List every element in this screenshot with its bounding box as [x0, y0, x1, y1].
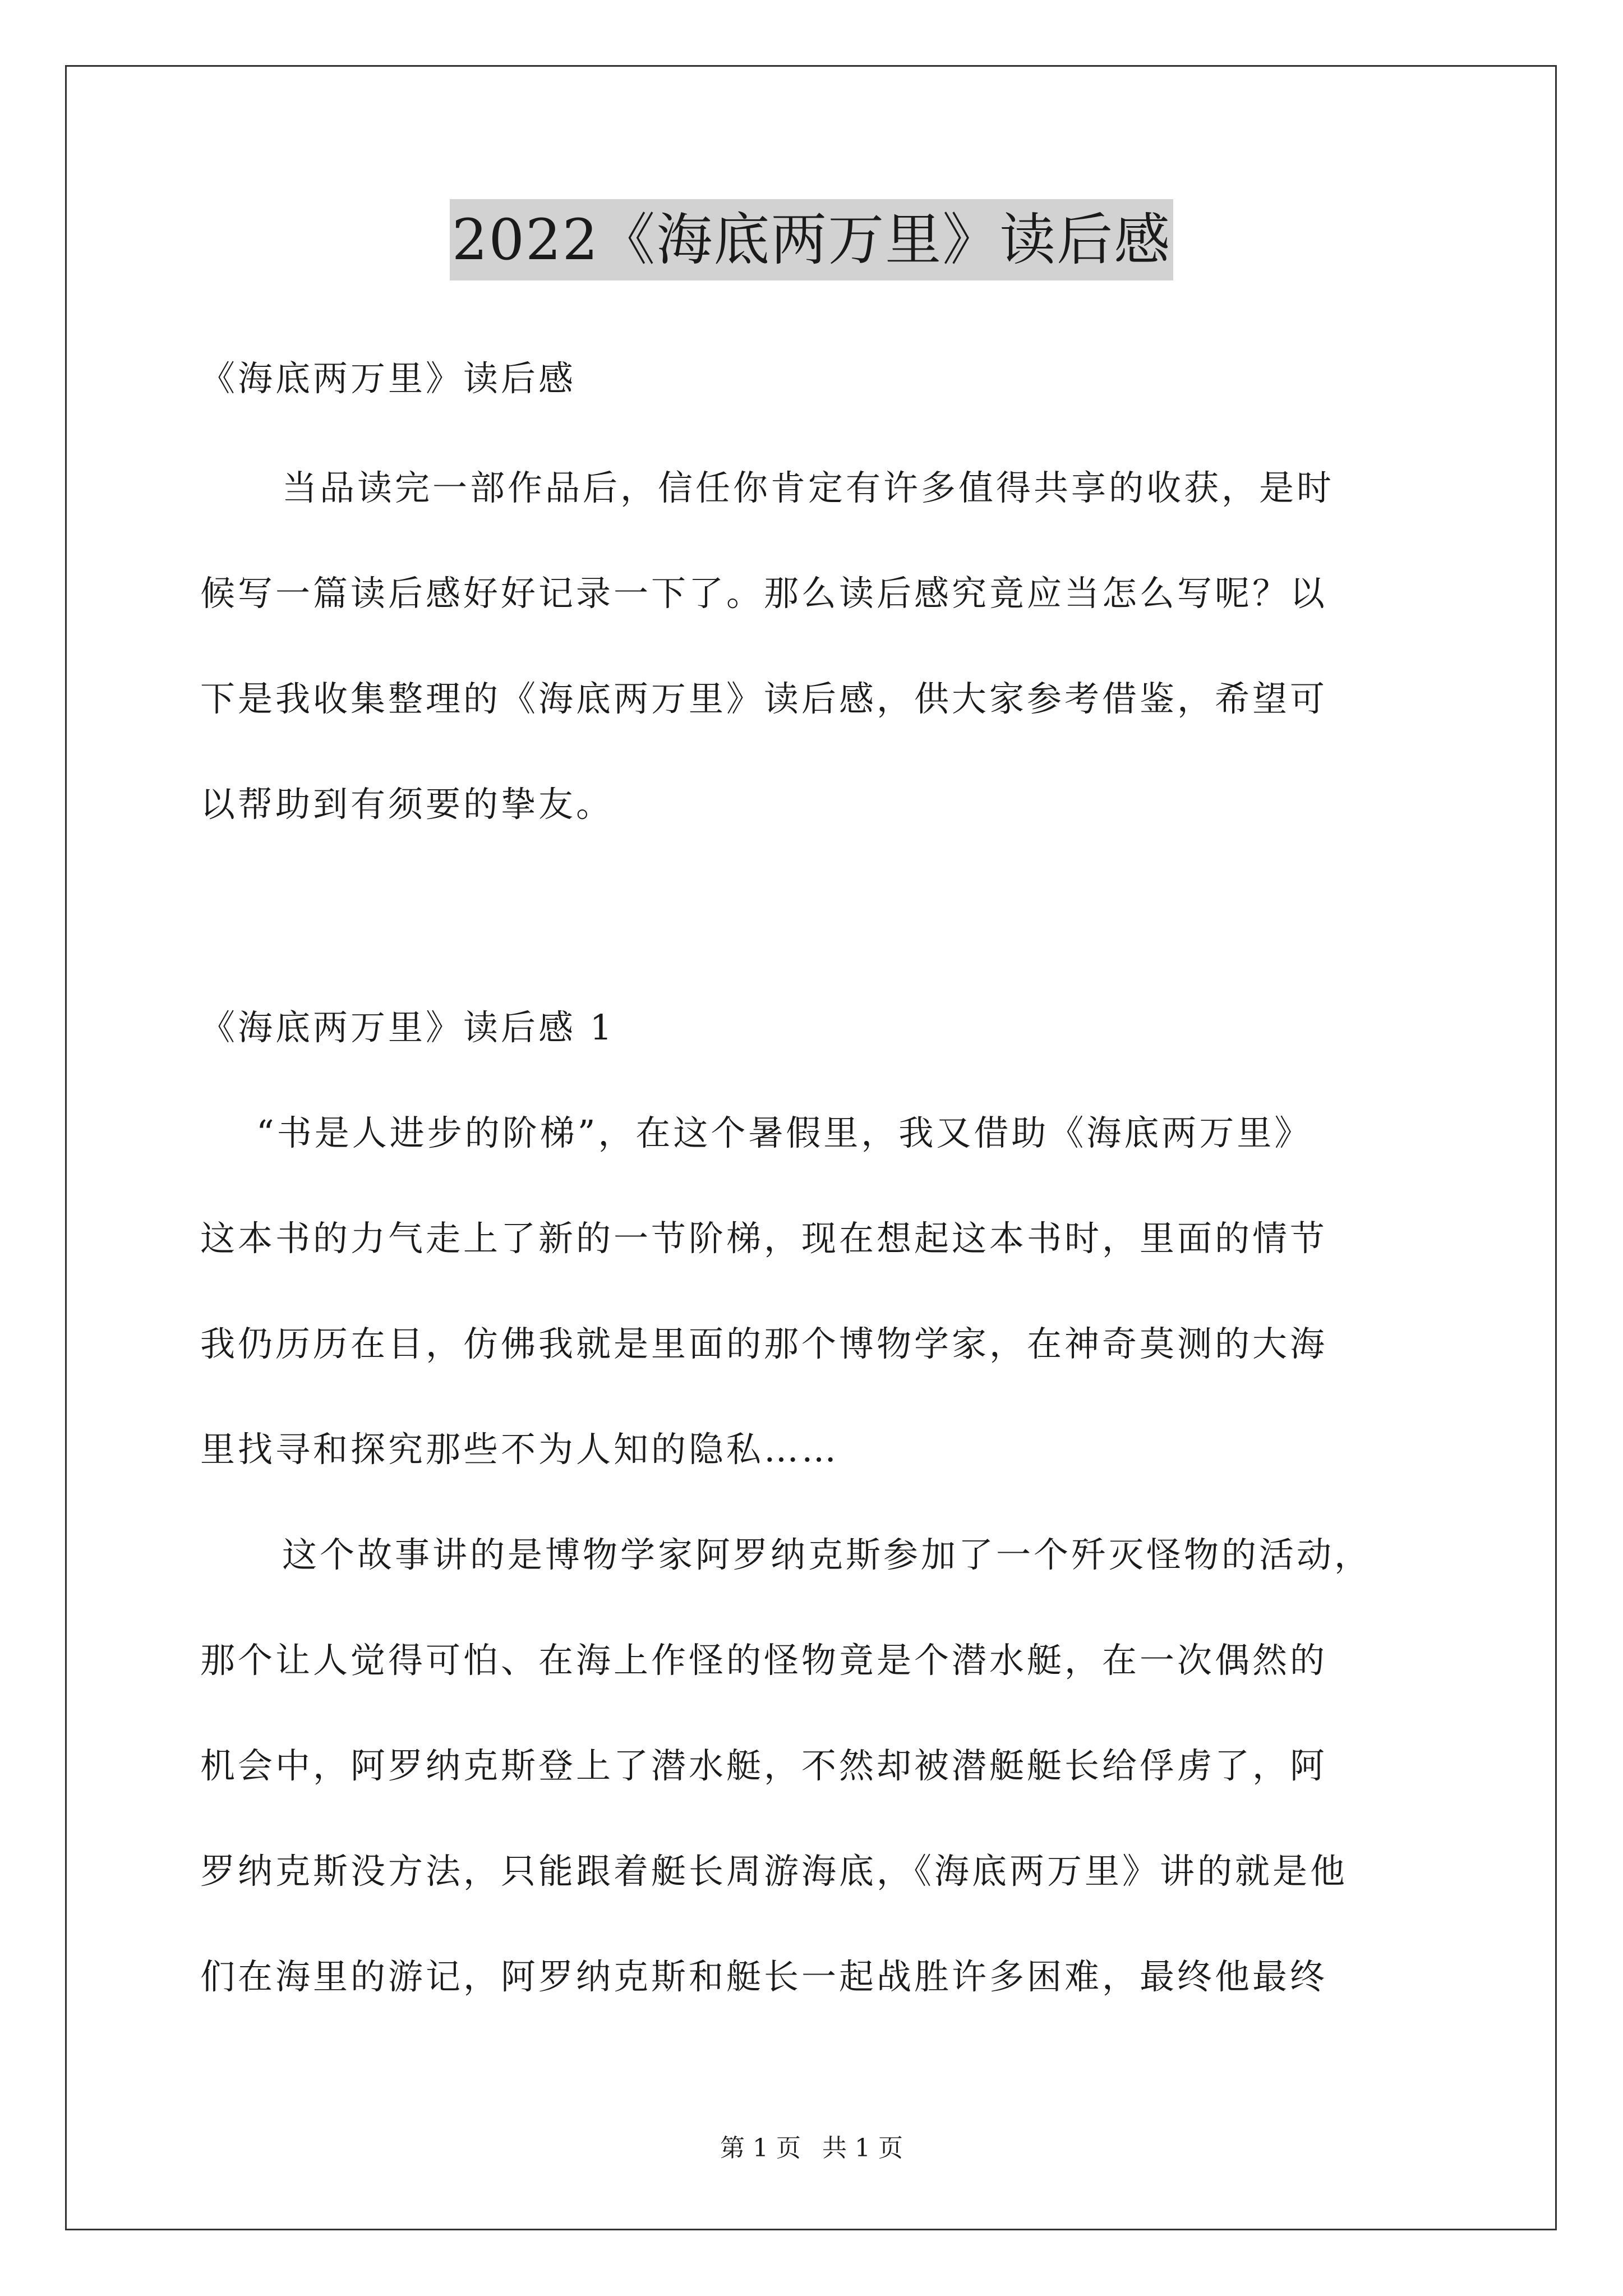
intro-line: 当品读完一部作品后，信任你肯定有许多值得共享的收获，是时: [282, 467, 1335, 508]
paragraph-line: 那个让人觉得可怕、在海上作怪的怪物竟是个潜水艇，在一次偶然的: [200, 1640, 1328, 1681]
paragraph-line: 里找寻和探究那些不为人知的隐私……: [200, 1429, 840, 1470]
page-footer: [0, 2132, 1623, 2165]
intro-line: 候写一篇读后感好好记录一下了。那么读后感究竟应当怎么写呢？以: [200, 573, 1328, 614]
document-body: [200, 0, 1479, 2296]
paragraph-line: “书是人进步的阶梯”，在这个暑假里，我又借助《海底两万里》: [256, 1112, 1312, 1153]
paragraph-line: 罗纳克斯没方法，只能跟着艇长周游海底，《海底两万里》讲的就是他: [200, 1851, 1348, 1892]
paragraph-line: 我仍历历在目，仿佛我就是里面的那个博物学家，在神奇莫测的大海: [200, 1323, 1328, 1364]
subtitle: 《海底两万里》读后感: [200, 358, 577, 399]
intro-line: 以帮助到有须要的挚友。: [200, 784, 614, 825]
paragraph-line: 们在海里的游记，阿罗纳克斯和艇长一起战胜许多困难，最终他最终: [200, 1956, 1328, 1997]
page-total: 共 1 页: [822, 2134, 903, 2162]
section-heading: 《海底两万里》读后感 1: [200, 1007, 615, 1048]
page-number: 第 1 页: [720, 2134, 801, 2162]
document-title: 2022《海底两万里》读后感: [450, 199, 1174, 280]
paragraph-line: 这个故事讲的是博物学家阿罗纳克斯参加了一个歼灭怪物的活动，: [282, 1534, 1372, 1575]
intro-line: 下是我收集整理的《海底两万里》读后感，供大家参考借鉴，希望可: [200, 678, 1328, 719]
paragraph-line: 这本书的力气走上了新的一节阶梯，现在想起这本书时，里面的情节: [200, 1218, 1328, 1259]
paragraph-line: 机会中，阿罗纳克斯登上了潜水艇，不然却被潜艇艇长给俘虏了，阿: [200, 1745, 1328, 1786]
